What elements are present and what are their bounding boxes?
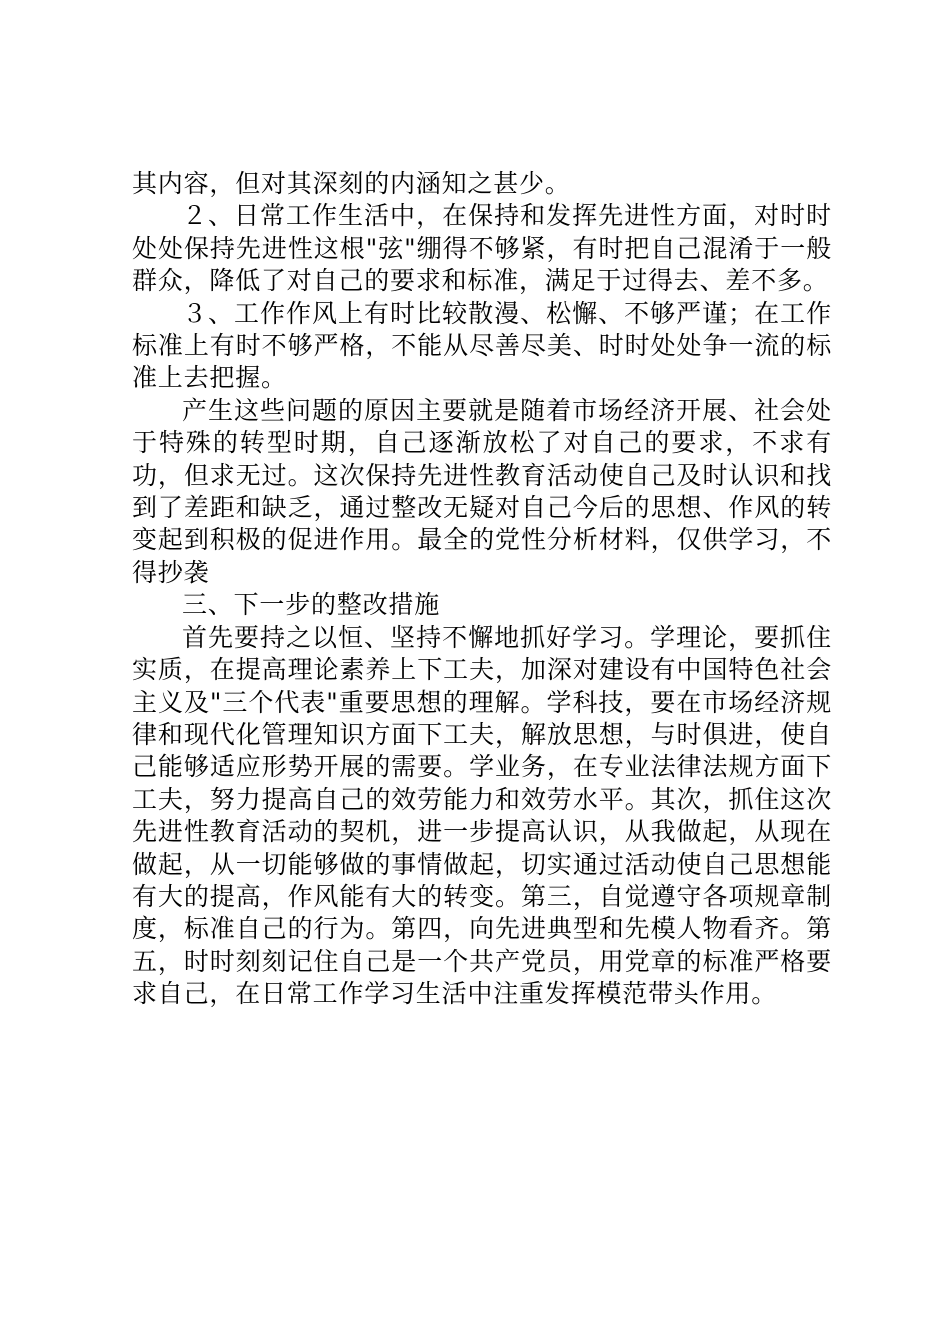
section-heading-next-steps: 三、下一步的整改措施	[182, 590, 441, 620]
paragraph-point-3: ３、工作作风上有时比较散漫、松懈、不够严谨；在工作标准上有时不够严格，不能从尽善尽美、时时处处争一流的标准上去把握。	[132, 298, 832, 393]
paragraph-continuation: 其内容，但对其深刻的内涵知之甚少。	[132, 169, 571, 198]
document-body	[132, 168, 832, 1011]
paragraph-causes: 产生这些问题的原因主要就是随着市场经济开展、社会处于特殊的转型时期，自己逐渐放松了对自己的要求，不求有功，但求无过。这次保持先进性教育活动使自己及时认识和找到了差距和缺乏，通过整改无疑对自己今后的思想、作风的转变起到积极的促进作用。最全的党性分析材料，仅供学习，不得抄袭	[132, 395, 832, 587]
paragraph-point-2: ２、日常工作生活中，在保持和发挥先进性方面，对时时处处保持先进性这根"弦"绷得不够紧，有时把自己混淆于一般群众，降低了对自己的要求和标准，满足于过得去、差不多。	[132, 201, 832, 296]
paragraph-measures: 首先要持之以恒、坚持不懈地抓好学习。学理论，要抓住实质，在提高理论素养上下工夫，加深对建设有中国特色社会主义及"三个代表"重要思想的理解。学科技，要在市场经济规律和现代化管理知识方面下工夫，解放思想，与时俱进，使自己能够适应形势开展的需要。学业务，在专业法律法规方面下工夫，努力提高自己的效劳能力和效劳水平。其次，抓住这次先进性教育活动的契机，进一步提高认识，从我做起，从现在做起，从一切能够做的事情做起，切实通过活动使自己思想能有大的提高，作风能有大的转变。第三，自觉遵守各项规章制度，标准自己的行为。第四，向先进典型和先模人物看齐。第五，时时刻刻记住自己是一个共产党员，用党章的标准严格要求自己，在日常工作学习生活中注重发挥模范带头作用。	[132, 622, 832, 1009]
